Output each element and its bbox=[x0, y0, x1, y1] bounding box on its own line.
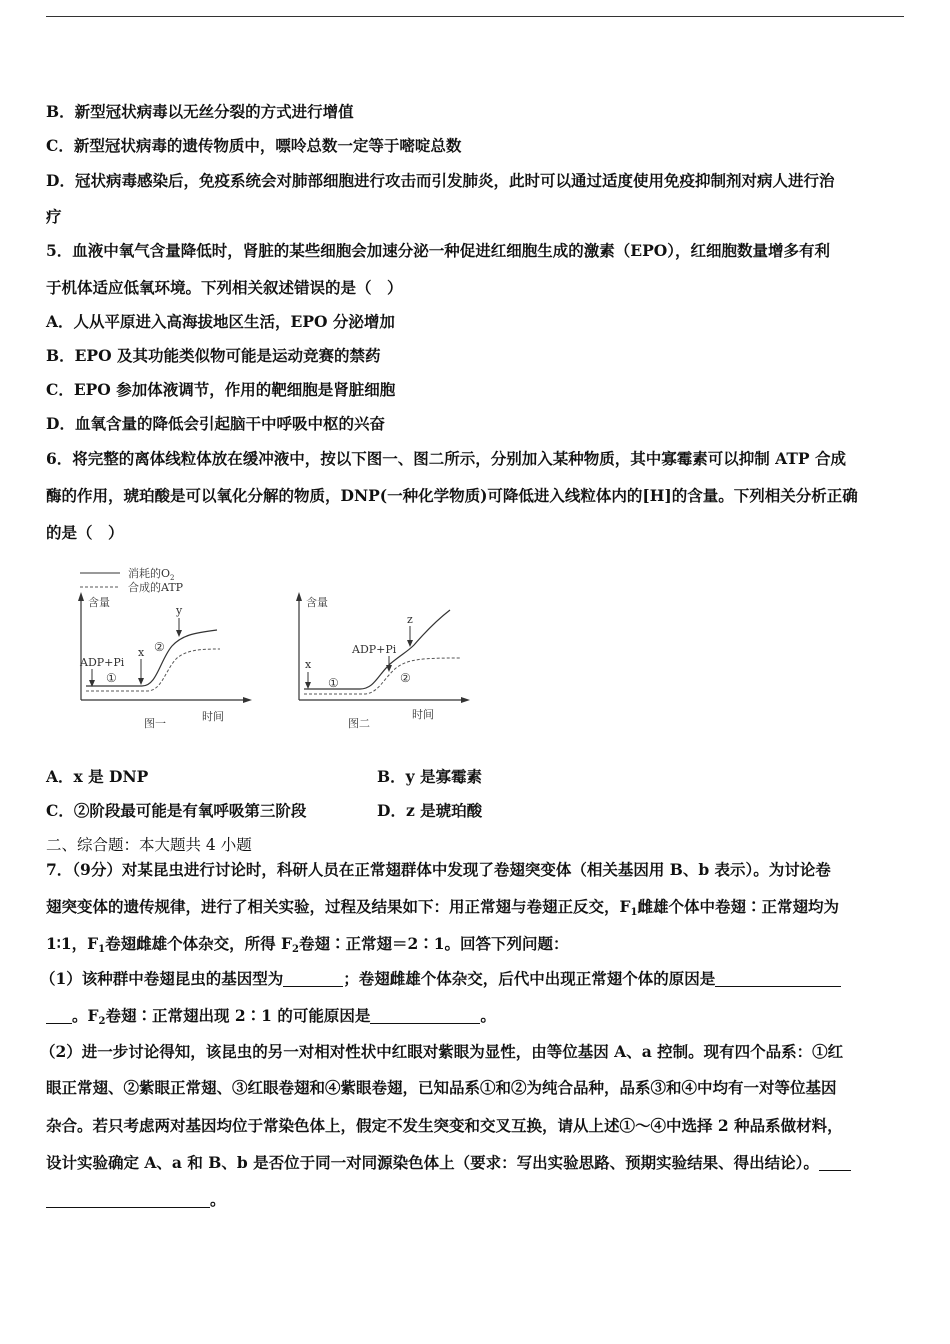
y-marker-label: y bbox=[176, 604, 183, 617]
q7-part2: （2）进一步讨论得知，该昆虫的另一对相对性状中红眼对紫眼为显性，由等位基因 A、a 控制。现有四个品系：①红 bbox=[40, 1042, 844, 1061]
answer-blank[interactable] bbox=[46, 1192, 210, 1208]
figure-2 bbox=[292, 560, 482, 744]
legend-solid-label: 消耗的$O_2$ bbox=[128, 567, 175, 582]
x-label: x bbox=[305, 658, 312, 671]
q7-stem-cont: 翅突变体的遗传规律，进行了相关实验，过程及结果如下：用正常翅与卷翅正反交，$F_1$雌雄个体中卷翅∶正常翅均为 bbox=[46, 897, 839, 918]
q6-option-c: C．②阶段最可能是有氧呼吸第三阶段 bbox=[46, 801, 307, 820]
header-rule bbox=[46, 16, 904, 17]
stage-2-label: ② bbox=[154, 640, 165, 654]
figure-2-caption: 图二 bbox=[348, 717, 370, 730]
figure-1-caption: 图一 bbox=[144, 717, 166, 730]
y-axis-label: 含量 bbox=[306, 596, 328, 609]
q4-option-d: D．冠状病毒感染后，免疫系统会对肺部细胞进行攻击而引发肺炎，此时可以通过适度使用免疫抑制剂对病人进行治 bbox=[46, 171, 835, 190]
answer-blank[interactable] bbox=[370, 1008, 480, 1024]
q6-option-a: A．x 是 DNP bbox=[46, 767, 149, 786]
q5-stem: 5．血液中氧气含量降低时，肾脏的某些细胞会加速分泌一种促进红细胞生成的激素（EPO），红细胞数量增多有利 bbox=[46, 241, 831, 260]
q7-part2-cont-3: 设计实验确定 A、a 和 B、b 是否位于同一对同源染色体上（要求：写出实验思路、预期实验结果、得出结论）。 bbox=[46, 1153, 851, 1173]
x-axis-label: 时间 bbox=[412, 708, 434, 721]
q7-part1-cont: 。$F_2$卷翅∶正常翅出现 2∶1 的可能原因是 。 bbox=[46, 1006, 496, 1032]
stage-1-label: ① bbox=[106, 671, 117, 685]
adp-label: ADP+Pi bbox=[352, 643, 397, 656]
answer-blank[interactable] bbox=[46, 1008, 72, 1024]
answer-blank[interactable] bbox=[715, 971, 841, 987]
q6-option-d: D．z 是琥珀酸 bbox=[377, 801, 483, 820]
q7-part2-end: 。 bbox=[46, 1190, 226, 1210]
q5-option-d: D．血氧含量的降低会引起脑干中呼吸中枢的兴奋 bbox=[46, 414, 385, 433]
z-marker-label: z bbox=[407, 613, 413, 626]
q5-option-a: A．人从平原进入高海拔地区生活，EPO 分泌增加 bbox=[46, 312, 395, 331]
q6-option-b: B．y 是寡霉素 bbox=[377, 767, 483, 786]
q7-part2-cont-1: 眼正常翅、②紫眼正常翅、③红眼卷翅和④紫眼卷翅，已知品系①和②为纯合品种，品系③和④中均有一对等位基因 bbox=[46, 1078, 837, 1097]
q4-option-c: C．新型冠状病毒的遗传物质中，嘌呤总数一定等于嘧啶总数 bbox=[46, 136, 462, 155]
q5-option-b: B．EPO 及其功能类似物可能是运动竞赛的禁药 bbox=[46, 346, 381, 365]
q4-option-b: B．新型冠状病毒以无丝分裂的方式进行增值 bbox=[46, 102, 354, 121]
y-axis-label: 含量 bbox=[88, 596, 110, 609]
q7-stem: 7．（9分）对某昆虫进行讨论时，科研人员在正常翅群体中发现了卷翅突变体（相关基因用 B、b 表示）。为讨论卷 bbox=[46, 860, 831, 879]
answer-blank[interactable] bbox=[819, 1155, 851, 1171]
stage-2-label: ② bbox=[400, 671, 411, 685]
answer-blank[interactable] bbox=[283, 971, 343, 987]
legend-dashed-label: 合成的ATP bbox=[128, 581, 184, 594]
q7-part1: （1）该种群中卷翅昆虫的基因型为 ；卷翅雌雄个体杂交，后代中出现正常翅个体的原因是 bbox=[40, 969, 841, 989]
stage-1-label: ① bbox=[328, 676, 339, 690]
q7-part2-cont-2: 杂合。若只考虑两对基因均位于常染色体上，假定不发生突变和交叉互换，请从上述①～④中选择 2 种品系做材料， bbox=[46, 1116, 843, 1135]
q5-stem-cont: 于机体适应低氧环境。下列相关叙述错误的是（ ） bbox=[46, 278, 403, 297]
q6-stem-cont: 酶的作用，琥珀酸是可以氧化分解的物质，DNP(一种化学物质)可降低进入线粒体内的[H]的含量。下列相关分析正确 bbox=[46, 486, 858, 505]
q7-stem-end: 1∶1，$F_1$卷翅雌雄个体杂交，所得 $F_2$卷翅∶正常翅＝2∶1。回答下列问题： bbox=[46, 934, 569, 955]
q6-stem: 6．将完整的离体线粒体放在缓冲液中，按以下图一、图二所示，分别加入某种物质，其中寡霉素可以抑制 ATP 合成 bbox=[46, 449, 846, 468]
q4-option-d-cont: 疗 bbox=[46, 207, 62, 226]
adp-label: ADP+Pi bbox=[80, 656, 125, 669]
figure-1 bbox=[72, 560, 262, 744]
x-label: x bbox=[138, 646, 145, 659]
q6-stem-end: 的是（ ） bbox=[46, 523, 124, 542]
x-axis-label: 时间 bbox=[202, 710, 224, 723]
q5-option-c: C．EPO 参加体液调节，作用的靶细胞是肾脏细胞 bbox=[46, 380, 396, 399]
section-2-heading: 二、综合题：本大题共 4 小题 bbox=[46, 836, 252, 854]
